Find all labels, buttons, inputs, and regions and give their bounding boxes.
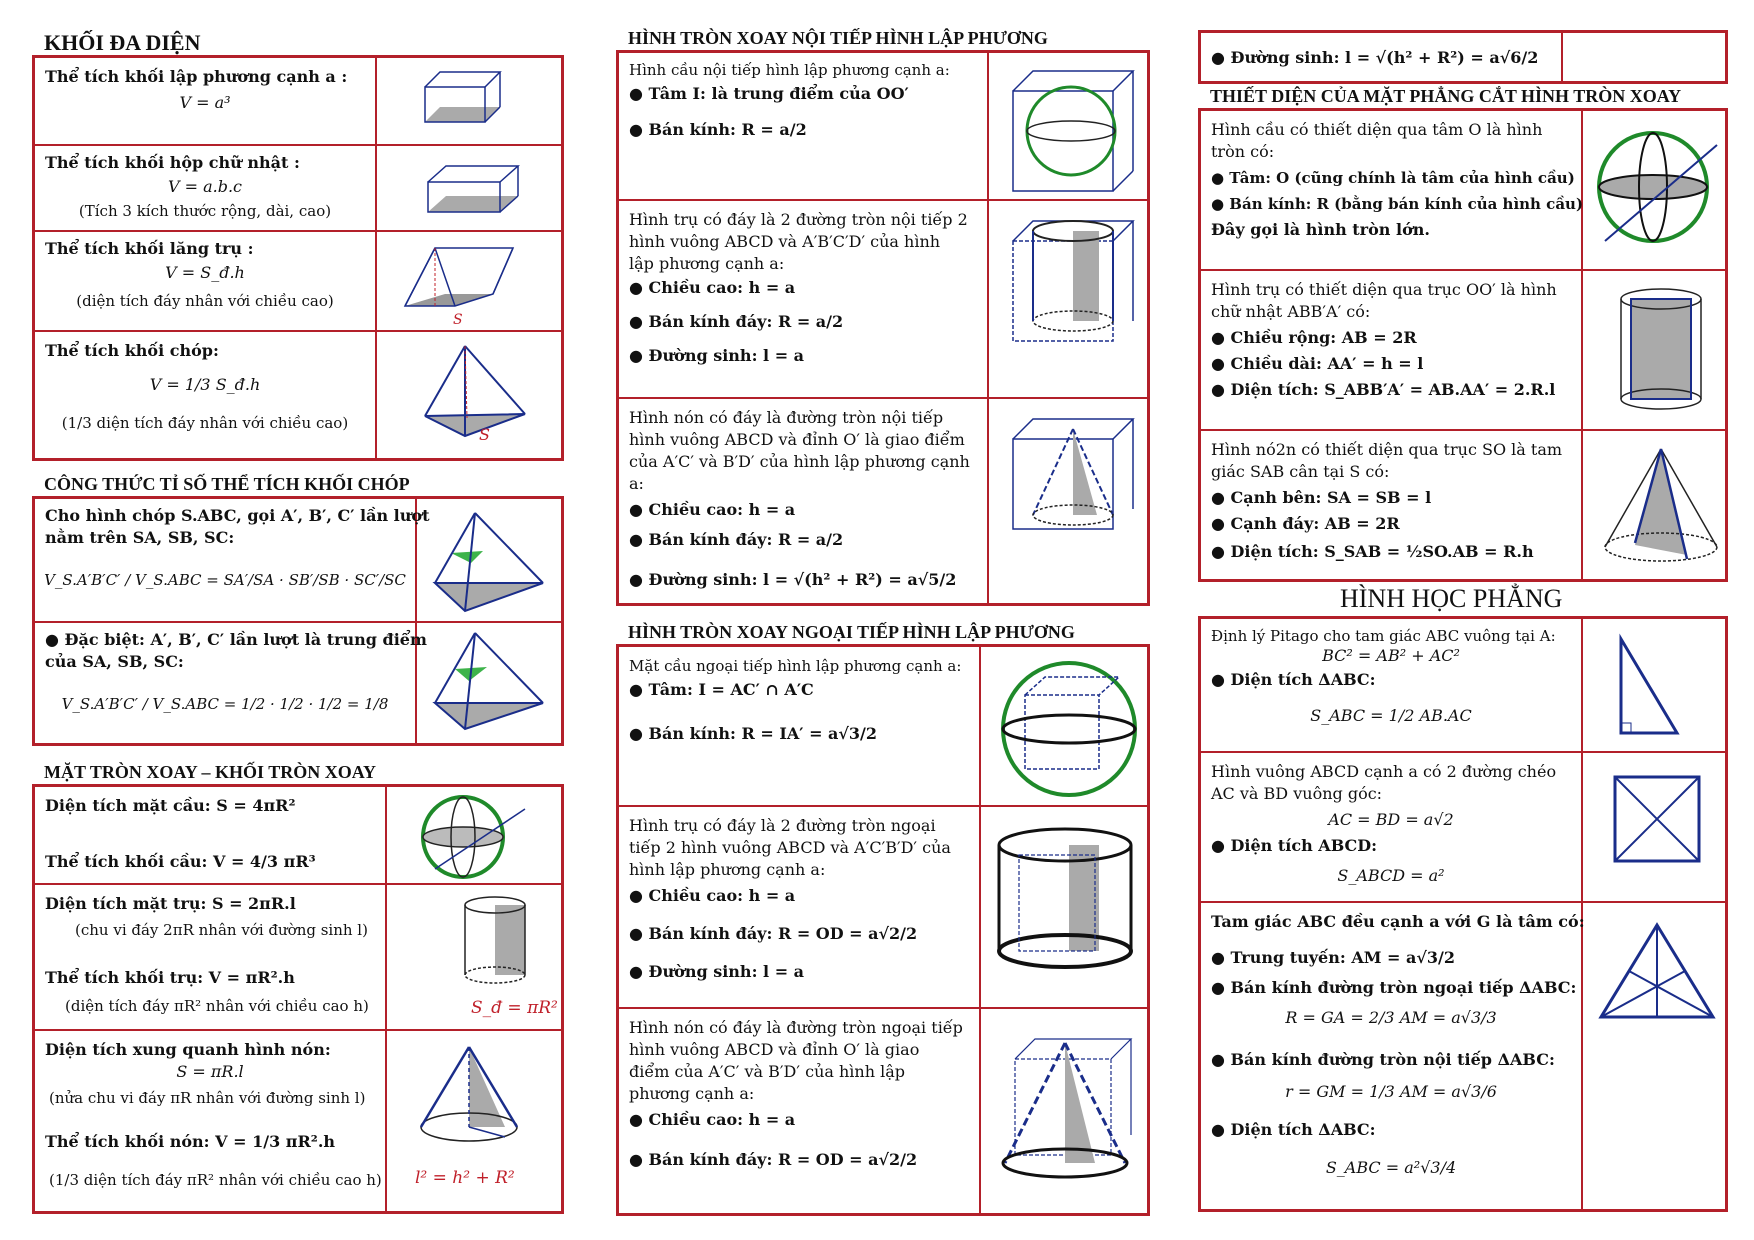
text: Hình nó2n có thiết diện qua trục SO là tam	[1211, 440, 1563, 459]
box-khoi-da-dien	[32, 55, 564, 461]
text: Diện tích mặt trụ: S = 2πR.l	[45, 894, 296, 913]
text: Mặt cầu ngoại tiếp hình lập phương cạnh a:	[629, 657, 962, 675]
text: của A′C′ và B′D′ của hình lập phương cạnh	[629, 452, 970, 471]
right-triangle-figure	[1601, 627, 1701, 747]
text: Thể tích khối chóp:	[45, 341, 219, 360]
text: hình vuông ABCD và đỉnh O′ là giao	[629, 1040, 920, 1059]
cylinder-figure	[455, 889, 555, 999]
pyramid-figure	[405, 336, 545, 454]
text: Thể tích khối hộp chữ nhật :	[45, 153, 300, 172]
text: ● Bán kính đáy: R = OD = a√2/2	[629, 1150, 918, 1169]
note: (1/3 diện tích đáy nhân với chiều cao)	[61, 414, 349, 432]
row-mat-cau	[35, 787, 561, 885]
text: ● Đường sinh: l = √(h² + R²) = a√6/2	[1211, 48, 1539, 67]
formula: R = GA = 2/3 AM = a√3/3	[1285, 1008, 1497, 1027]
formula: AC = BD = a√2	[1328, 810, 1454, 829]
row-ti-so-1	[35, 499, 561, 623]
text: Hình trụ có đáy là 2 đường tròn nội tiếp 2	[629, 210, 968, 229]
text: Hình trụ có đáy là 2 đường tròn ngoại	[629, 816, 936, 835]
text: ● Diện tích ABCD:	[1211, 836, 1378, 855]
box-figure	[420, 152, 540, 232]
text: ● Diện tích ΔABC:	[1211, 1120, 1376, 1139]
formula: V = S_đ.h	[165, 263, 245, 282]
text: lập phương cạnh a:	[629, 254, 785, 273]
formula: r = GM = 1/3 AM = a√3/6	[1285, 1082, 1497, 1101]
note: (chu vi đáy 2πR nhân với đường sinh l)	[75, 921, 368, 939]
text: ● Chiều cao: h = a	[629, 886, 796, 905]
row-non-noi-tiep	[619, 399, 1147, 603]
text: ● Tâm I: là trung điểm của OO′	[629, 84, 909, 103]
note: (Tích 3 kích thước rộng, dài, cao)	[78, 202, 332, 220]
svg-text:S: S	[479, 425, 490, 444]
box-tron-xoay	[32, 784, 564, 1214]
text: Hình trụ có thiết diện qua trục OO′ là hình	[1211, 280, 1557, 299]
text: Thể tích khối nón: V = 1/3 πR².h	[45, 1132, 336, 1151]
sphere-figure	[415, 789, 535, 883]
text: Hình cầu có thiết diện qua tâm O là hình	[1211, 120, 1543, 139]
row-mat-tru	[35, 885, 561, 1031]
box-ti-so	[32, 496, 564, 746]
section-title-noi-tiep: HÌNH TRÒN XOAY NỘI TIẾP HÌNH LẬP PHƯƠNG	[628, 28, 1048, 48]
formula: BC² = AB² + AC²	[1322, 646, 1460, 665]
row-lap-phuong	[35, 58, 561, 146]
text: tròn có:	[1211, 142, 1275, 161]
text: Diện tích xung quanh hình nón:	[45, 1040, 331, 1059]
text: ● Đường sinh: l = a	[629, 346, 805, 365]
formula: S_ABC = 1/2 AB.AC	[1310, 706, 1472, 725]
text: ● Bán kính: R (bằng bán kính của hình cầu)	[1211, 195, 1584, 213]
text: ● Bán kính đường tròn nội tiếp ΔABC:	[1211, 1050, 1555, 1069]
cube-figure	[415, 62, 535, 142]
square-figure	[1601, 765, 1721, 885]
section-title-hinh-hoc-phang: HÌNH HỌC PHẲNG	[1340, 584, 1563, 613]
text: hình lập phương cạnh a:	[629, 860, 826, 879]
text: ● Tâm: I = AC′ ∩ A′C	[629, 680, 814, 699]
row-non-ngoai-tiep	[619, 1009, 1147, 1213]
row-ti-so-2	[35, 623, 561, 743]
row-pitago	[1201, 619, 1725, 753]
text: điểm của A′C′ và B′D′ của hình lập	[629, 1062, 906, 1081]
row-thiet-dien-non	[1201, 431, 1725, 579]
text: ● Đường sinh: l = a	[629, 962, 805, 981]
pyramid-midpoint-figure	[425, 625, 555, 739]
row-tru-ngoai-tiep	[619, 807, 1147, 1009]
text: ● Tâm: O (cũng chính là tâm của hình cầu)	[1211, 169, 1575, 187]
box-noi-tiep	[616, 50, 1150, 606]
text: Thể tích khối lăng trụ :	[45, 239, 254, 258]
text: a:	[629, 474, 644, 493]
section-title-ngoai-tiep: HÌNH TRÒN XOAY NGOẠI TIẾP HÌNH LẬP PHƯƠNG	[628, 622, 1075, 642]
text: Tam giác ABC đều cạnh a với G là tâm có:	[1211, 912, 1585, 931]
cube-sphere-figure	[993, 57, 1143, 197]
row-chop	[35, 332, 561, 458]
cylinder-section-figure	[1601, 275, 1721, 425]
row-tru-noi-tiep	[619, 201, 1147, 399]
text: AC và BD vuông góc:	[1211, 784, 1383, 803]
text: hình vuông ABCD và đỉnh O′ là giao điểm	[629, 430, 965, 449]
text: Diện tích mặt cầu: S = 4πR²	[45, 796, 296, 815]
text: Hình nón có đáy là đường tròn ngoại tiếp	[629, 1018, 963, 1037]
formula: V_S.A′B′C′ / V_S.ABC = SA′/SA · SB′/SB · SC′/SC	[44, 571, 406, 589]
row-hop-chu-nhat	[35, 146, 561, 232]
box-thiet-dien	[1198, 108, 1728, 582]
formula: V = a³	[179, 93, 231, 112]
row-lang-tru	[35, 232, 561, 332]
box-hinh-hoc-phang	[1198, 616, 1728, 1212]
text: tiếp 2 hình vuông ABCD và A′C′B′D′ của	[629, 838, 951, 857]
cone-cube-figure	[985, 1023, 1145, 1193]
pyramid-ratio-figure	[425, 503, 555, 621]
text: ● Diện tích ΔABC:	[1211, 670, 1376, 689]
text: Thể tích khối trụ: V = πR².h	[45, 968, 295, 987]
sphere-cube-figure	[989, 651, 1139, 801]
note: (1/3 diện tích đáy πR² nhân với chiều cao h)	[49, 1171, 382, 1189]
cone-section-figure	[1591, 435, 1721, 575]
section-title-thiet-dien: THIẾT DIỆN CỦA MẶT PHẲNG CẮT HÌNH TRÒN XOAY	[1210, 86, 1682, 106]
section-title-ti-so: CÔNG THỨC TỈ SỐ THỂ TÍCH KHỐI CHÓP	[44, 474, 410, 494]
text: Hình cầu nội tiếp hình lập phương cạnh a:	[629, 61, 950, 79]
text: chữ nhật ABB′A′ có:	[1211, 302, 1371, 321]
text: phương cạnh a:	[629, 1084, 755, 1103]
row-thiet-dien-tru	[1201, 271, 1725, 431]
formula: S_ABC = a²√3/4	[1325, 1158, 1457, 1177]
text: Thể tích khối cầu: V = 4/3 πR³	[45, 852, 316, 871]
formula: S = πR.l	[176, 1062, 244, 1081]
text: ● Chiều rộng: AB = 2R	[1211, 328, 1417, 347]
row-thiet-dien-cau	[1201, 111, 1725, 271]
cylinder-cube-figure	[985, 815, 1145, 975]
text: ● Diện tích: S_SAB = ½SO.AB = R.h	[1211, 542, 1534, 561]
text: Thể tích khối lập phương cạnh a :	[45, 67, 348, 86]
text: ● Chiều dài: AA′ = h = l	[1211, 354, 1424, 373]
text: ● Đường sinh: l = √(h² + R²) = a√5/2	[629, 570, 957, 589]
prism-figure	[395, 236, 535, 328]
figure-label: l² = h² + R²	[415, 1168, 515, 1188]
formula: V = a.b.c	[167, 177, 243, 196]
section-title-tron-xoay: MẶT TRÒN XOAY – KHỐI TRÒN XOAY	[44, 762, 377, 782]
box-duong-sinh-top	[1198, 30, 1728, 84]
row-tam-giac-deu	[1201, 903, 1725, 1209]
cube-cylinder-figure	[993, 207, 1143, 357]
note: (nửa chu vi đáy πR nhân với đường sinh l)	[49, 1089, 366, 1107]
text: ● Trung tuyến: AM = a√3/2	[1211, 948, 1455, 967]
text: ● Bán kính đáy: R = a/2	[629, 530, 844, 549]
text: ● Diện tích: S_ABB′A′ = AB.AA′ = 2.R.l	[1211, 380, 1556, 399]
svg-text:S: S	[453, 312, 463, 328]
cone-figure	[415, 1037, 545, 1167]
note: (diện tích đáy nhân với chiều cao)	[76, 292, 334, 310]
row-hinh-vuong	[1201, 753, 1725, 903]
text: ● Bán kính: R = a/2	[629, 120, 807, 139]
formula: V_S.A′B′C′ / V_S.ABC = 1/2 · 1/2 · 1/2 = 1/8	[61, 695, 389, 713]
text: ● Bán kính đáy: R = a/2	[629, 312, 844, 331]
row-cau-noi-tiep	[619, 53, 1147, 201]
text: của SA, SB, SC:	[45, 652, 184, 671]
text: Định lý Pitago cho tam giác ABC vuông tại A:	[1211, 627, 1556, 645]
text: ● Cạnh bên: SA = SB = l	[1211, 488, 1432, 507]
text: giác SAB cân tại S có:	[1211, 462, 1390, 481]
text: Cho hình chóp S.ABC, gọi A′, B′, C′ lần lượt	[45, 506, 430, 525]
text: ● Đặc biệt: A′, B′, C′ lần lượt là trung điểm	[45, 630, 427, 649]
text: ● Cạnh đáy: AB = 2R	[1211, 514, 1400, 533]
row-cau-ngoai-tiep	[619, 647, 1147, 807]
text: Đây gọi là hình tròn lớn.	[1211, 220, 1430, 239]
cube-cone-figure	[993, 405, 1143, 545]
text: ● Bán kính: R = IA′ = a√3/2	[629, 724, 878, 743]
text: ● Bán kính đường tròn ngoại tiếp ΔABC:	[1211, 978, 1577, 997]
text: Hình nón có đáy là đường tròn nội tiếp	[629, 408, 944, 427]
sphere-section-figure	[1589, 115, 1729, 265]
formula: V = 1/3 S_đ.h	[149, 375, 261, 394]
text: nằm trên SA, SB, SC:	[45, 528, 235, 547]
box-ngoai-tiep	[616, 644, 1150, 1216]
formula: S_ABCD = a²	[1337, 866, 1445, 885]
figure-label: S_đ = πR²	[471, 998, 558, 1018]
row-non	[35, 1031, 561, 1211]
text: Hình vuông ABCD cạnh a có 2 đường chéo	[1211, 762, 1557, 781]
text: ● Chiều cao: h = a	[629, 500, 796, 519]
text: ● Chiều cao: h = a	[629, 278, 796, 297]
text: ● Bán kính đáy: R = OD = a√2/2	[629, 924, 918, 943]
text: ● Chiều cao: h = a	[629, 1110, 796, 1129]
equilateral-triangle-figure	[1587, 913, 1727, 1033]
text: hình vuông ABCD và A′B′C′D′ của hình	[629, 232, 941, 251]
note: (diện tích đáy πR² nhân với chiều cao h)	[65, 997, 369, 1015]
section-title-khoi-da-dien: KHỐI ĐA DIỆN	[44, 30, 201, 55]
